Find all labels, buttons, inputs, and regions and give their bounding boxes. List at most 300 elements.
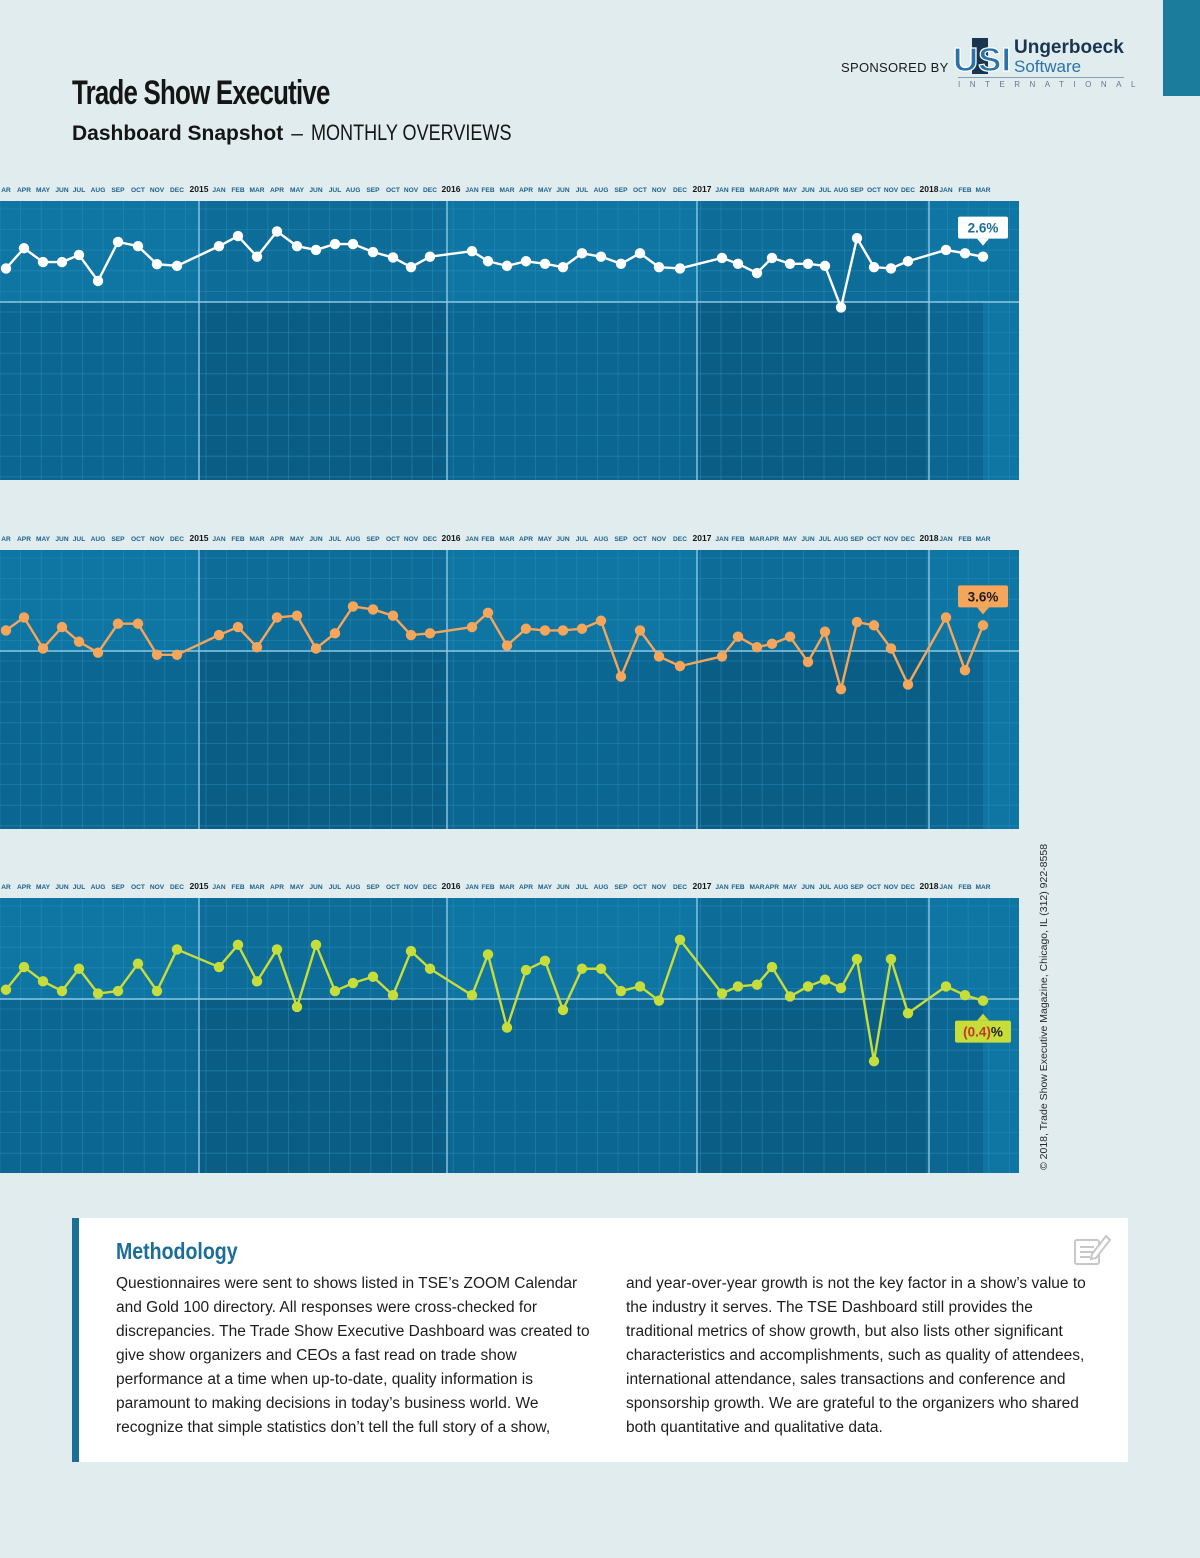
month-label: APR	[17, 536, 31, 543]
methodology-box	[72, 1218, 1128, 1462]
data-point	[38, 976, 48, 986]
month-label: AUG	[593, 187, 609, 194]
data-point	[767, 962, 777, 972]
data-point	[311, 643, 321, 653]
data-point	[869, 262, 879, 272]
data-point	[113, 619, 123, 629]
data-point	[521, 965, 531, 975]
data-point	[388, 611, 398, 621]
data-point	[717, 651, 727, 661]
month-label: FEB	[958, 884, 972, 891]
month-label: MAY	[782, 187, 798, 194]
data-point	[214, 962, 224, 972]
month-label: MAY	[35, 884, 51, 891]
month-label: FEB	[958, 187, 972, 194]
data-point	[752, 268, 762, 278]
month-label: JAN	[212, 884, 226, 891]
data-point	[767, 253, 777, 263]
data-point	[74, 250, 84, 260]
month-label: JUL	[72, 884, 86, 891]
data-point	[836, 684, 846, 694]
data-point	[152, 650, 162, 660]
month-label: APR	[519, 187, 533, 194]
data-point	[836, 983, 846, 993]
month-label: DEC	[673, 884, 687, 891]
month-label: MAR	[499, 884, 515, 891]
month-label: JAN	[465, 187, 479, 194]
data-point	[133, 959, 143, 969]
month-label: MAR	[749, 884, 765, 891]
month-label: MAY	[537, 536, 553, 543]
data-point	[252, 976, 262, 986]
month-label: MAY	[35, 536, 51, 543]
month-label: SEP	[614, 536, 628, 543]
data-point	[214, 630, 224, 640]
data-point	[558, 625, 568, 635]
data-point	[113, 237, 123, 247]
data-point	[93, 276, 103, 286]
year-band-2015	[199, 550, 447, 829]
data-point	[521, 256, 531, 266]
month-label: OCT	[386, 187, 400, 194]
data-point	[803, 259, 813, 269]
growth-chart-2	[0, 529, 1020, 829]
month-label: NOV	[149, 536, 165, 543]
data-point	[540, 259, 550, 269]
data-point	[733, 259, 743, 269]
data-point	[767, 639, 777, 649]
month-label: JUN	[309, 187, 323, 194]
data-point	[57, 622, 67, 632]
month-label: FEB	[231, 884, 245, 891]
data-point	[635, 625, 645, 635]
data-point	[368, 972, 378, 982]
month-label: FEB	[731, 884, 745, 891]
month-label: NOV	[149, 187, 165, 194]
x-axis-labels	[1, 533, 991, 543]
data-point	[577, 964, 587, 974]
month-label: MAR	[249, 884, 265, 891]
data-point	[886, 954, 896, 964]
data-point	[886, 263, 896, 273]
growth-chart-3	[0, 877, 1020, 1173]
month-label: MAY	[782, 536, 798, 543]
x-axis-labels	[1, 184, 991, 194]
data-point	[311, 940, 321, 950]
data-point	[733, 632, 743, 642]
data-point	[467, 246, 477, 256]
month-label: JAN	[715, 536, 729, 543]
data-point	[502, 261, 512, 271]
month-label: MAY	[537, 187, 553, 194]
usi-logo-icon	[952, 38, 1012, 76]
data-point	[388, 252, 398, 262]
month-label: OCT	[386, 536, 400, 543]
month-label: JAN	[939, 884, 953, 891]
data-point	[19, 612, 29, 622]
data-point	[425, 964, 435, 974]
month-label: MAR	[749, 187, 765, 194]
x-axis-labels	[1, 881, 991, 891]
month-label: OCT	[386, 884, 400, 891]
month-label: APR	[270, 536, 284, 543]
month-label: JUN	[801, 536, 815, 543]
month-label: JUL	[328, 187, 342, 194]
year-label: 2017	[692, 533, 712, 543]
month-label: DEC	[901, 187, 915, 194]
month-label: SEP	[850, 536, 864, 543]
month-label: JUN	[55, 187, 69, 194]
month-label: OCT	[131, 884, 145, 891]
data-point	[675, 263, 685, 273]
month-label: JUL	[575, 536, 589, 543]
callout-value: 3.6%	[967, 589, 999, 605]
month-label: JUN	[801, 884, 815, 891]
year-label: 2016	[441, 881, 461, 891]
data-point	[960, 248, 970, 258]
data-point	[903, 679, 913, 689]
data-point	[233, 231, 243, 241]
month-label: APR	[765, 187, 779, 194]
month-label: DEC	[423, 536, 437, 543]
month-label: JUL	[575, 187, 589, 194]
usi-software: Software	[1014, 57, 1082, 76]
data-point	[483, 608, 493, 618]
month-label: SEP	[614, 884, 628, 891]
month-label: NOV	[651, 187, 667, 194]
data-point	[616, 259, 626, 269]
month-label: DEC	[170, 187, 184, 194]
data-point	[348, 601, 358, 611]
month-label: OCT	[633, 187, 647, 194]
month-label: OCT	[131, 187, 145, 194]
data-point	[558, 1005, 568, 1015]
data-point	[406, 946, 416, 956]
subtitle-tag: MONTHLY OVERVIEWS	[310, 120, 512, 145]
data-point	[558, 262, 568, 272]
data-point	[733, 981, 743, 991]
data-point	[635, 248, 645, 258]
data-point	[483, 949, 493, 959]
month-label: JUN	[55, 536, 69, 543]
data-point	[941, 245, 951, 255]
month-label: SEP	[850, 187, 864, 194]
data-point	[596, 964, 606, 974]
month-label: SEP	[850, 884, 864, 891]
data-point	[803, 657, 813, 667]
data-point	[675, 661, 685, 671]
data-point	[38, 643, 48, 653]
data-point	[19, 243, 29, 253]
data-point	[348, 239, 358, 249]
month-label: DEC	[673, 187, 687, 194]
data-point	[820, 261, 830, 271]
month-label: AR	[1, 187, 11, 194]
data-point	[425, 628, 435, 638]
year-band-2017	[697, 201, 929, 480]
usi-logo-mark: USI	[953, 41, 1011, 76]
data-point	[368, 604, 378, 614]
year-label: 2017	[692, 881, 712, 891]
month-label: JUN	[556, 884, 570, 891]
month-label: MAY	[537, 884, 553, 891]
month-label: JUL	[575, 884, 589, 891]
data-point	[406, 262, 416, 272]
data-point	[577, 624, 587, 634]
month-label: DEC	[170, 536, 184, 543]
year-label: 2018	[919, 184, 939, 194]
month-label: MAR	[249, 187, 265, 194]
month-label: APR	[519, 884, 533, 891]
month-label: NOV	[883, 884, 899, 891]
month-label: JUL	[72, 536, 86, 543]
month-label: JUN	[55, 884, 69, 891]
month-label: JAN	[212, 187, 226, 194]
month-label: SEP	[111, 536, 125, 543]
month-label: JUL	[818, 536, 832, 543]
callout-value: (0.4)%	[963, 1024, 1003, 1040]
data-point	[717, 988, 727, 998]
month-label: JUN	[309, 884, 323, 891]
year-label: 2016	[441, 533, 461, 543]
month-label: DEC	[901, 536, 915, 543]
month-label: AUG	[345, 884, 361, 891]
data-point	[978, 995, 988, 1005]
methodology-column-1: Questionnaires were sent to shows listed in TSE’s ZOOM Calendar and Gold 100 directory. All responses were cross-checked for discrepancies. The Trade Show Executive Dashboard was created to give show organizers and CEOs a fast read on trade show performance at a time when up-to-date, quality information is paramount to making decisions in today’s business world. We recognize that simple statistics don’t tell the full story of a show,	[116, 1275, 590, 1436]
data-point	[172, 944, 182, 954]
month-label: DEC	[673, 536, 687, 543]
data-point	[152, 986, 162, 996]
month-label: OCT	[633, 884, 647, 891]
data-point	[852, 233, 862, 243]
year-label: 2018	[919, 533, 939, 543]
month-label: MAY	[289, 187, 305, 194]
data-point	[941, 981, 951, 991]
copyright-text: © 2018, Trade Show Executive Magazine, Chicago, IL (312) 922-8558	[1038, 843, 1050, 1170]
month-label: SEP	[614, 187, 628, 194]
month-label: MAY	[289, 536, 305, 543]
month-label: AUG	[345, 187, 361, 194]
data-point	[785, 632, 795, 642]
data-point	[93, 988, 103, 998]
month-label: MAY	[782, 884, 798, 891]
month-label: SEP	[366, 536, 380, 543]
month-label: AUG	[593, 536, 609, 543]
data-point	[74, 637, 84, 647]
usi-company: Ungerboeck	[1014, 37, 1124, 58]
month-label: OCT	[867, 884, 881, 891]
brand-title: Trade Show Executive	[72, 74, 330, 112]
data-point	[233, 940, 243, 950]
month-label: JUL	[818, 884, 832, 891]
page-subtitle	[72, 120, 555, 146]
month-label: AUG	[90, 884, 106, 891]
subtitle-text: Dashboard Snapshot	[72, 122, 284, 145]
month-label: OCT	[131, 536, 145, 543]
data-point	[903, 1008, 913, 1018]
data-point	[635, 981, 645, 991]
data-point	[869, 1056, 879, 1066]
data-point	[292, 611, 302, 621]
month-label: FEB	[731, 536, 745, 543]
data-point	[133, 241, 143, 251]
data-point	[214, 241, 224, 251]
corner-tab	[1163, 0, 1200, 96]
data-point	[330, 986, 340, 996]
methodology-heading: Methodology	[116, 1238, 238, 1264]
data-point	[272, 226, 282, 236]
month-label: JAN	[465, 536, 479, 543]
month-label: SEP	[366, 884, 380, 891]
month-label: JAN	[715, 884, 729, 891]
month-label: NOV	[883, 187, 899, 194]
month-label: FEB	[481, 187, 495, 194]
data-point	[172, 650, 182, 660]
data-point	[803, 981, 813, 991]
data-point	[368, 247, 378, 257]
month-label: AUG	[90, 536, 106, 543]
month-label: AR	[1, 884, 11, 891]
month-label: MAR	[975, 884, 991, 891]
data-point	[654, 651, 664, 661]
month-label: SEP	[111, 884, 125, 891]
month-label: NOV	[403, 536, 419, 543]
month-label: MAY	[35, 187, 51, 194]
data-point	[38, 257, 48, 267]
month-label: JUN	[556, 536, 570, 543]
data-point	[785, 991, 795, 1001]
data-point	[233, 622, 243, 632]
month-label: NOV	[149, 884, 165, 891]
data-point	[330, 628, 340, 638]
data-point	[152, 259, 162, 269]
data-point	[1, 985, 11, 995]
year-label: 2018	[919, 881, 939, 891]
month-label: APR	[765, 884, 779, 891]
month-label: AUG	[833, 536, 849, 543]
month-label: MAR	[975, 536, 991, 543]
data-point	[348, 978, 358, 988]
data-point	[330, 239, 340, 249]
data-point	[252, 251, 262, 261]
data-point	[133, 619, 143, 629]
month-label: AUG	[833, 884, 849, 891]
year-label: 2015	[189, 184, 209, 194]
data-point	[467, 622, 477, 632]
data-point	[540, 956, 550, 966]
data-point	[74, 964, 84, 974]
month-label: FEB	[958, 536, 972, 543]
data-point	[675, 935, 685, 945]
month-label: AUG	[833, 187, 849, 194]
year-band-2015	[199, 201, 447, 480]
data-point	[596, 251, 606, 261]
data-point	[960, 990, 970, 1000]
month-label: JUN	[309, 536, 323, 543]
month-label: APR	[765, 536, 779, 543]
data-point	[903, 256, 913, 266]
data-point	[425, 251, 435, 261]
month-label: APR	[519, 536, 533, 543]
month-label: NOV	[883, 536, 899, 543]
data-point	[752, 980, 762, 990]
month-label: OCT	[867, 187, 881, 194]
data-point	[113, 986, 123, 996]
month-label: JUL	[328, 536, 342, 543]
data-point	[406, 630, 416, 640]
data-point	[57, 257, 67, 267]
data-point	[616, 671, 626, 681]
data-point	[978, 620, 988, 630]
year-label: 2017	[692, 184, 712, 194]
data-point	[785, 259, 795, 269]
month-label: AUG	[90, 187, 106, 194]
data-point	[1, 263, 11, 273]
notes-icon	[1072, 1232, 1112, 1266]
month-label: OCT	[867, 536, 881, 543]
data-point	[272, 612, 282, 622]
data-point	[311, 245, 321, 255]
usi-tagline: INTERNATIONAL	[958, 80, 1145, 89]
month-label: MAY	[289, 884, 305, 891]
month-label: JUL	[328, 884, 342, 891]
month-label: DEC	[423, 187, 437, 194]
month-label: JUL	[72, 187, 86, 194]
month-label: MAR	[249, 536, 265, 543]
data-point	[820, 974, 830, 984]
month-label: FEB	[481, 884, 495, 891]
data-point	[252, 642, 262, 652]
month-label: AUG	[593, 884, 609, 891]
month-label: JAN	[212, 536, 226, 543]
month-label: JAN	[939, 536, 953, 543]
month-label: APR	[270, 187, 284, 194]
usi-rule	[958, 77, 1124, 78]
month-label: DEC	[170, 884, 184, 891]
month-label: NOV	[651, 536, 667, 543]
month-label: APR	[17, 187, 31, 194]
month-label: DEC	[423, 884, 437, 891]
data-point	[467, 990, 477, 1000]
month-label: FEB	[731, 187, 745, 194]
month-label: DEC	[901, 884, 915, 891]
data-point	[1, 625, 11, 635]
year-band-2015	[199, 898, 447, 1173]
month-label: SEP	[111, 187, 125, 194]
month-label: FEB	[231, 187, 245, 194]
data-point	[960, 665, 970, 675]
data-point	[886, 643, 896, 653]
data-point	[577, 248, 587, 258]
month-label: JUL	[818, 187, 832, 194]
methodology-column-2: and year-over-year growth is not the key factor in a show’s value to the industry it serves. The TSE Dashboard still provides the traditional metrics of show growth, but also lists other significant characteristics and accomplishments, such as quality of attendees, international attendance, sales transactions and conference and sponsorship growth. We are grateful to the organizers who shared both quantitative and qualitative data.	[626, 1275, 1086, 1436]
data-point	[941, 612, 951, 622]
data-point	[483, 256, 493, 266]
month-label: AUG	[345, 536, 361, 543]
data-point	[540, 625, 550, 635]
data-point	[869, 620, 879, 630]
month-label: APR	[270, 884, 284, 891]
data-point	[292, 241, 302, 251]
month-label: SEP	[366, 187, 380, 194]
callout-value: 2.6%	[967, 220, 999, 236]
data-point	[57, 986, 67, 996]
month-label: MAR	[975, 187, 991, 194]
data-point	[292, 1002, 302, 1012]
growth-chart-1	[0, 180, 1020, 480]
data-point	[172, 261, 182, 271]
month-label: NOV	[651, 884, 667, 891]
